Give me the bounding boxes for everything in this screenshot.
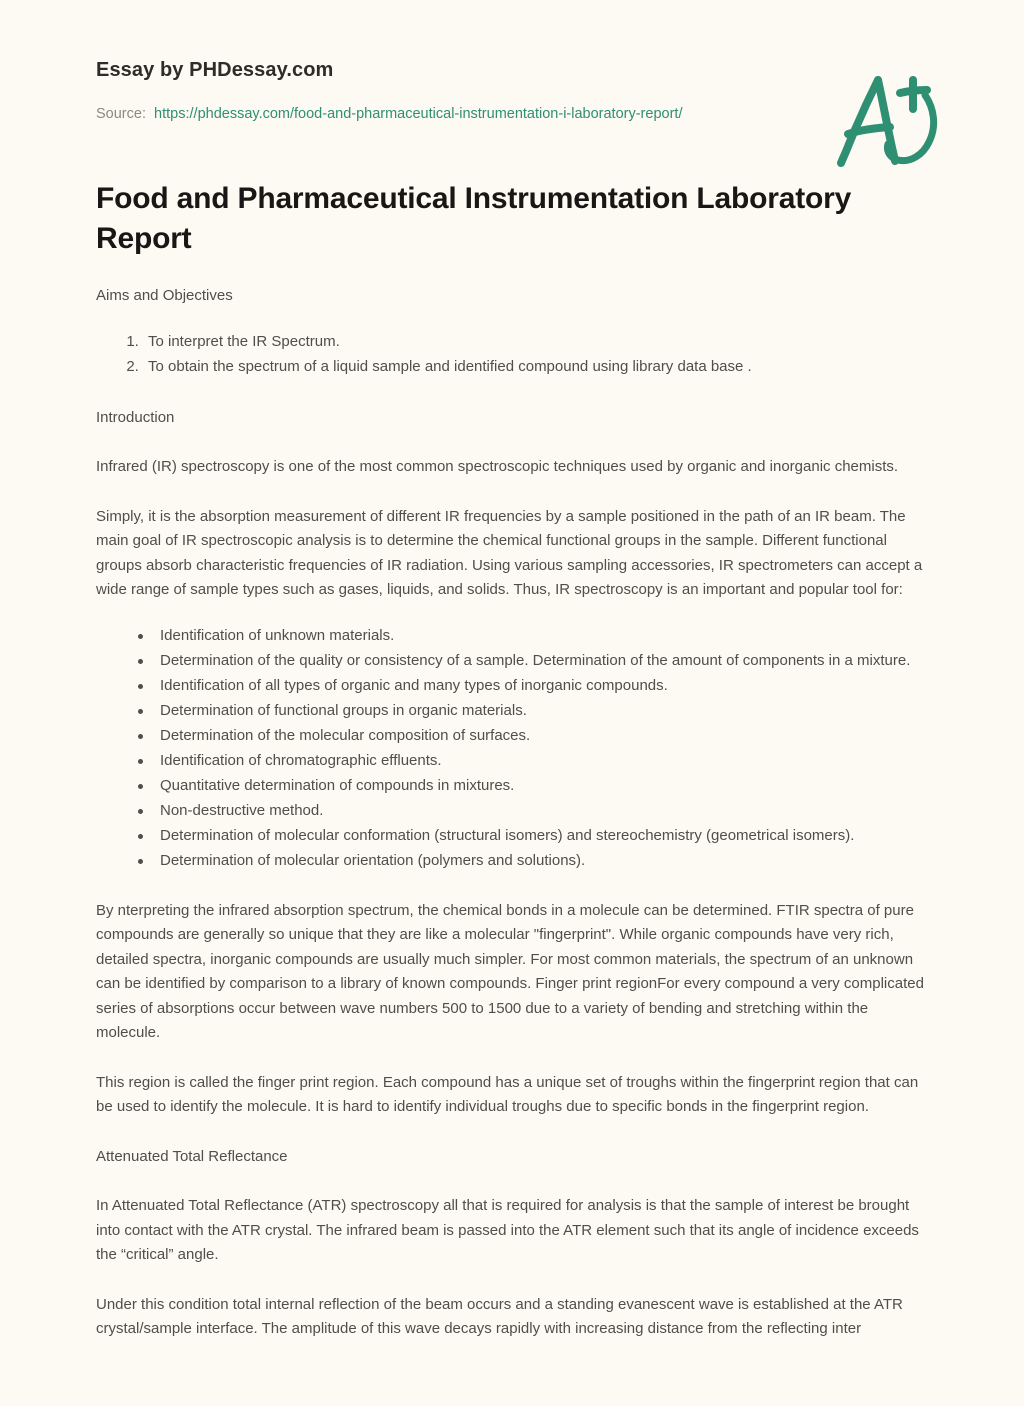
aplus-logo-icon xyxy=(828,68,948,172)
list-item: Determination of molecular conformation (structural isomers) and stereochemistry (geometrical isomers). xyxy=(138,824,928,849)
page-title: Food and Pharmaceutical Instrumentation Laboratory Report xyxy=(96,182,852,255)
fingerprint-paragraph-1: By nterpreting the infrared absorption spectrum, the chemical bonds in a molecule can be determined. FTIR spectra of pure compounds are generally so unique that they are like a molecular "fingerprint". While organic compounds have very rich, detailed spectra, inorganic compounds are usually much simpler. For most common materials, the spectrum of an unknown can be identified by comparison to a library of known compounds. Finger print regionFor every compound a very complicated series of absorptions occur between wave numbers 500 to 1500 due to a variety of bending and stretching within the molecule. xyxy=(96,901,924,1041)
list-item: Determination of functional groups in organic materials. xyxy=(138,699,928,724)
article-body xyxy=(0,127,1024,1342)
atr-heading: Attenuated Total Reflectance xyxy=(96,1147,288,1165)
list-item: Non-destructive method. xyxy=(138,799,928,824)
list-item: 1. To interpret the IR Spectrum. xyxy=(143,330,928,355)
list-item: 2. To obtain the spectrum of a liquid sample and identified compound using library data base . xyxy=(143,355,928,380)
list-item: Determination of molecular orientation (polymers and solutions). xyxy=(138,849,928,874)
introduction-heading: Introduction xyxy=(96,408,175,426)
list-item: Determination of the quality or consistency of a sample. Determination of the amount of components in a mixture. xyxy=(138,649,928,674)
atr-paragraph-1: In Attenuated Total Reflectance (ATR) spectroscopy all that is required for analysis is that the sample of interest be brought into contact with the ATR crystal. The infrared beam is passed into the ATR element such that its angle of incidence exceeds the “critical” angle. xyxy=(96,1197,919,1263)
list-item: Determination of the molecular composition of surfaces. xyxy=(138,724,928,749)
source-url-link[interactable]: https://phdessay.com/food-and-pharmaceutical-instrumentation-i-laboratory-report/ xyxy=(154,106,683,122)
aims-heading: Aims and Objectives xyxy=(96,287,233,304)
list-item: Identification of unknown materials. xyxy=(138,624,928,649)
ir-uses-list xyxy=(96,603,928,874)
source-line xyxy=(96,101,756,127)
fingerprint-paragraph-2: This region is called the finger print region. Each compound has a unique set of troughs within the fingerprint region that can be used to identify the molecule. It is hard to identify individual troughs due to specific bonds in the fingerprint region. xyxy=(96,1073,919,1115)
aims-objectives-list xyxy=(96,309,928,380)
list-item: Quantitative determination of compounds in mixtures. xyxy=(138,774,928,799)
source-label: Source: xyxy=(96,106,146,122)
list-item: Identification of chromatographic effluents. xyxy=(138,749,928,774)
list-item: Identification of all types of organic and many types of inorganic compounds. xyxy=(138,674,928,699)
page-header xyxy=(0,0,1024,127)
brand-title: Essay by PHDessay.com xyxy=(96,59,334,81)
atr-paragraph-2: Under this condition total internal reflection of the beam occurs and a standing evanescent wave is established at the ATR crystal/sample interface. The amplitude of this wave decays rapidly with increasing distance from the reflecting inter xyxy=(96,1295,903,1337)
introduction-paragraph-2: Simply, it is the absorption measurement of different IR frequencies by a sample positioned in the path of an IR beam. The main goal of IR spectroscopic analysis is to determine the chemical functional groups in the sample. Different functional groups absorb characteristic frequencies of IR radiation. Using various sampling accessories, IR spectrometers can accept a wide range of sample types such as gases, liquids, and solids. Thus, IR spectroscopy is an important and popular tool for: xyxy=(96,507,923,598)
introduction-paragraph-1: Infrared (IR) spectroscopy is one of the most common spectroscopic techniques used by organic and inorganic chemists. xyxy=(96,458,899,475)
